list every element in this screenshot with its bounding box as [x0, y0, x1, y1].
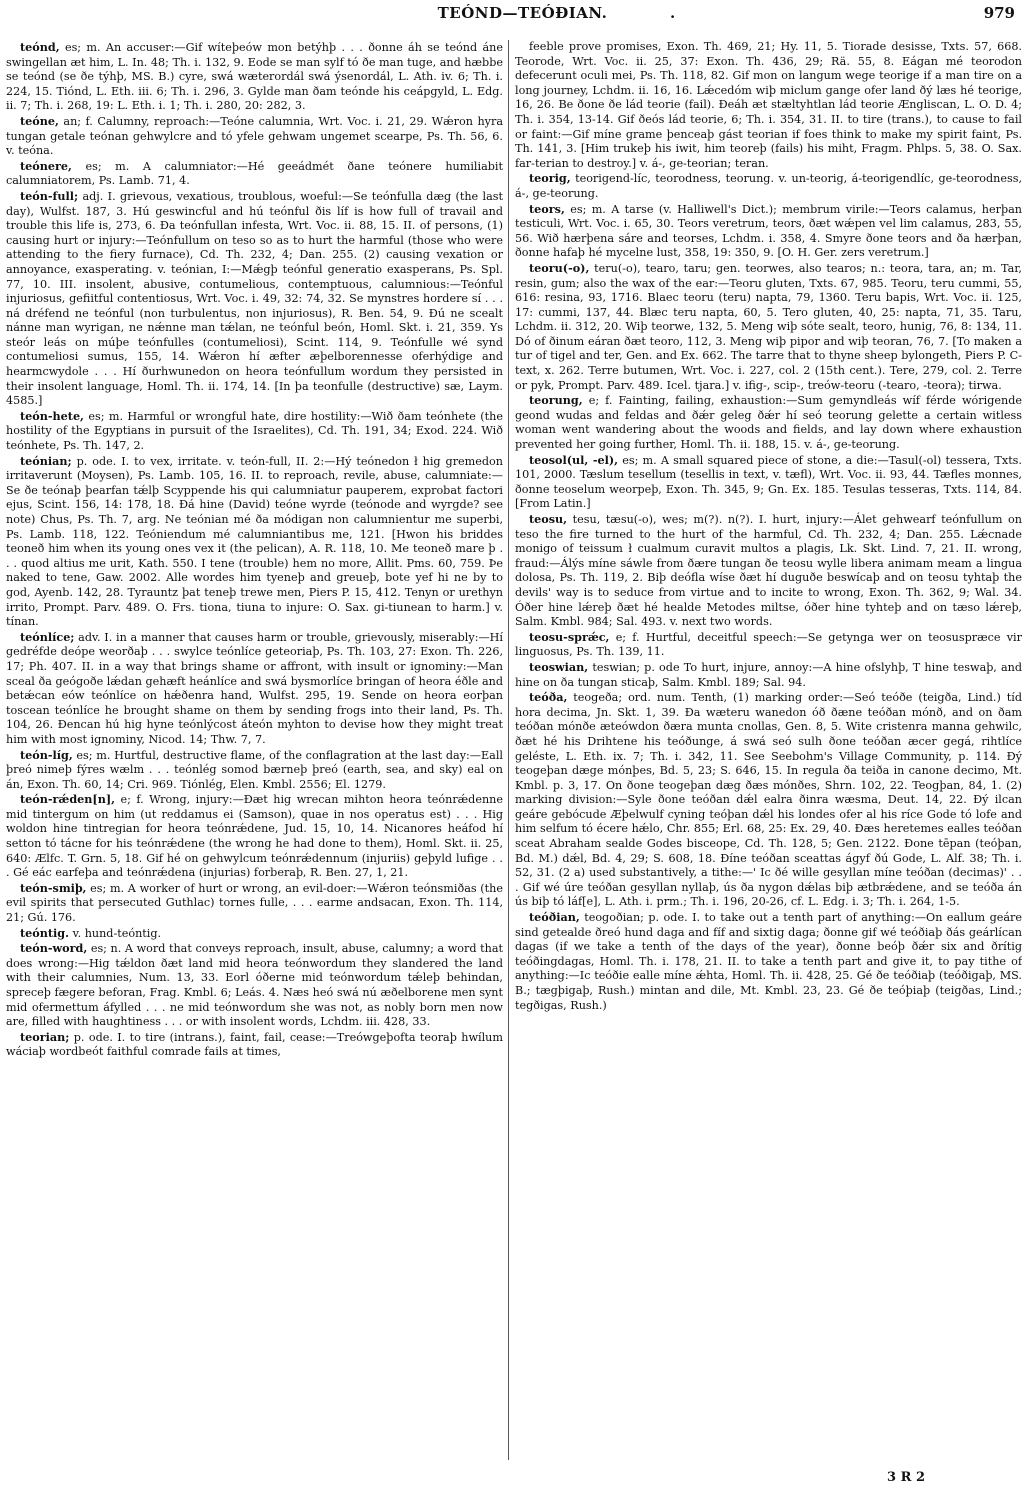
dictionary-entry — [6, 1030, 503, 1060]
entry-text: v. hund-teóntig. — [69, 926, 162, 940]
dictionary-entry — [515, 630, 1022, 660]
dictionary-entry — [515, 512, 1022, 630]
entry-text: e; f. Wrong, injury:—Ðæt hig wrecan mihton heora teónrǽdenne mid tintergum on him (ut reddamus ei (Samson), quae in nos operatus est) . . . Hig woldon hine tintregian for heora teónrǽdene, Jud. 15, 10, 14. Nicanores heáfod hí setton tó tácne for his teónrǽdene (the wrong he had done to them), Homl. Skt. ii. 25, 640: Ælfc. T. Grn. 5, 18. Gif hé on gehwylcum teónrǽdennum (injuriis) geþyld lufige . . . Gé eác earfeþa and teónrǽdena (injurias) forberaþ, R. Ben. 27, 1, 21. — [6, 793, 503, 880]
entry-text: es; m. A tarse (v. Halliwell's Dict.); membrum virile:—Teors calamus, herþan testiculi, Wrt. Voc. i. 65, 30. Teors veretrum, teors, ðæt wǽpen vel lim calamus, 283, 55, 56. Wið hærþena sáre and teorses, Lchdm. i. 358, 4. Smyre ðone teors and ða hærþan, ðonne hafaþ hé mycelne lust, 358, 19: 350, 9. [O. H. Ger. zers veretrum.] — [515, 202, 1022, 260]
entry-headword: teón-rǽden[n], — [20, 792, 116, 807]
entry-text: tesu, tæsu(-o), wes; m(?). n(?). I. hurt, injury:—Álet gehwearf teónfullum on teso the fire turned to the hurt of the harmful, Cd. Th. 232, 4; Dan. 255. Lǽcnade monigo of teissum ł cualmum curavit multos a plagis, Lk. Skt. Lind. 7, 21. II. wrong, fraud:—Álýs míne sáwle from ðære tungan ðe teosu wylle libera animam meam a lingua dolosa, Ps. Th. 119, 2. Biþ deófla wíse ðæt hí duguðe beswícaþ and on teosu tyhtaþ the devils' way is to seduce from virtue and to incite to wrong, Exon. Th. 362, 9; Wal. 34. Óðer hine lǽreþ ðæt hé healde Metodes miltse, óðer hine tyhteþ and on tæso lǽreþ, Salm. Kmbl. 984; Sal. 493. v. next two words. — [515, 513, 1022, 629]
column-divider — [508, 40, 509, 1460]
dictionary-entry — [515, 393, 1022, 452]
dictionary-entry — [515, 453, 1022, 512]
entry-headword: teorian; — [20, 1029, 70, 1044]
dictionary-entry — [515, 261, 1022, 393]
entry-text: adj. I. grievous, vexatious, troublous, woeful:—Se teónfulla dæg (the last day), Wulfst. 187, 3. Hú geswincful and hú teónful ðis líf is how full of travail and trouble this life is, 273, 6. Ða teónfullan infesta, Wrt. Voc. ii. 88, 15. II. of persons, (1) causing hurt or injury:—Teónfullum on teso so as to hurt the harmful (those who were attending to the fiery furnace), Cd. Th. 232, 4; Dan. 255. (2) causing vexation or annoyance, exasperating. v. teónian, I:—Mǽgþ teónful generatio exasperans, Ps. Spl. 77, 10. III. insolent, abusive, contumelious, contemptuous, calumnious:—Teónful injuriosus, gefiitful contentiosus, Wrt. Voc. i. 49, 32: 74, 32. Se mynstres hordere sí . . . ná dréfend ne teónful (non turbulentus, non injuriosus), R. Ben. 54, 9. Ðú ne scealt nánne man wyrigan, ne nǽnne man tǽlan, ne teónful beón, Homl. Skt. i. 21, 359. Ys steór leás on múþe teónfulles (contumeliosi), Scint. 114, 9. Teónfulle wé synd contumeliosi sumus, 155, 14. Wǽron hí æfter æþelborennesse oferhýdige and hearmcwydole . . . Hí ðurhwunedon on heora teónfullum wordum they persisted in their insolent language, Homl. Th. ii. 174, 14. [In þa teonfulle (destructive) sæ, Laym. 4585.] — [6, 189, 503, 408]
left-column — [6, 40, 503, 1460]
entry-text: teru(-o), tearo, taru; gen. teorwes, also tearos; n.: teora, tara, an; m. Tar, resin, gum; also the wax of the ear:—Teoru gluten, Txts. 67, 985. Teoru, teru cummi, 55, 616: resina, 93, 1716. Blaec teoru (teru) napta, 79, 1360. Teru bapis, Wrt. Voc. ii. 125, 17: cummi, 137, 44. Blæc teru napta, 60, 5. Tero gluten, 40, 25: napta, 71, 35. Taru, Lchdm. ii. 312, 20. Wiþ teorwe, 132, 5. Meng wiþ sóte sealt, teoro, hunig, 76, 8: 134, 11. Dó of ðinum eáran ðæt teoro, 112, 3. Meng wiþ pipor and wiþ teoran, 76, 7. [To maken a tur of tigel and ter, Gen. and Ex. 662. The tarre that to thyne sheep bylongeth, Piers P. C-text, x. 262. Terre butumen, Wrt. Voc. i. 227, col. 2 (15th cent.). Tere, 279, col. 2. Terre or pyk, Prompt. Parv. 489. Icel. tjara.] v. ifig-, scip-, treów-teoru (-tearo, -teora); tirwa. — [515, 261, 1022, 392]
dictionary-entry — [6, 926, 503, 942]
entry-text: teogeða; ord. num. Tenth, (1) marking order:—Seó teóðe (teigða, Lind.) tíd hora decima, Jn. Skt. 1, 39. Ða wæteru wanedon óð ðæne teóðan mónð, and on ðam teóðan mónðe æteówdon ðæra munta cnollas, Gen. 8, 5. Wite cristenra manna gehwilc, ðæt hé his Drihtene his teóðunge, á swá seó sulh ðone teóðan æcer gegá, rihtlíce geléste, L. Eth. ix. 7; Th. i. 342, 11. See Seebohm's Village Community, p. 114. Ðý teogeþan dæge mónþes, Bd. 5, 23; S. 646, 15. In regula ða teiða in canone decimo, Mt. Kmbl. p. 3, 17. On ðone teogeþan dæg ðæs mónðes, Shrn. 102, 22. Teogþan, 84, 1. (2) marking division:—Syle ðone teóðan dǽl ealra ðinra wæsma, Deut. 14, 22. Ðý ilcan geáre gebócude Æþelwulf cyning teóþan dǽl his londes ofer al his ríce Gode tó lofe and him selfum tó écere hǽlo, Chr. 855; Erl. 68, 25: Ex. 29, 40. Ðæs heretemes ealles teóðan sceat Abraham sealde Godes bisceope, Cd. Th. 128, 5; Gen. 2122. Ðone tēpan (teóþan, Bd. M.) dǽl, Bd. 4, 29; S. 608, 18. Ðíne teóðan sceattas ágyf ðú Gode, L. Alf. 38; Th. i. 52, 31. (2 a) used substantively, a tithe:—' Ic ðé wille gesyllan míne teóðan (decimas)' . . . Gif wé úre teóðan gesyllan nyllaþ, ús ða nygon dǽlas biþ ætbrǽdene, and se teóða án ús biþ tó láf[e], L. Ath. i. prm.; Th. i. 196, 20-26, cf. L. Edg. i. 3; Th. i. 264, 1-5. — [515, 691, 1022, 909]
entry-text: teorigend-líc, teorodness, teorung. v. un-teorig, á-teorigendlíc, ge-teorodness, á-, ge-teorung. — [515, 172, 1022, 200]
dictionary-entry — [6, 159, 503, 189]
entry-headword: teóntig. — [20, 925, 70, 940]
entry-headword: teoswian, — [529, 659, 589, 674]
entry-text: adv. I. in a manner that causes harm or trouble, grievously, miserably:—Hí gedréfde deópe weorðaþ . . . swylce teónlíce geteoriaþ, Ps. Th. 103, 27: Exon. Th. 226, 17; Ph. 407. II. in a way that brings shame or affront, with insult or ignominy:—Man sceal ða geógoðe lǽdan gehæft heánlíce and swá bysmorlíce bringan of heora éðle and betǽcan eów teónlíce on hǽðenra hand, Wulfst. 295, 19. Sende on heora eorþan toscean teónlíce he brought shame on them by sending frogs into their land, Ps. Th. 104, 26. Ðencan hú hig hyne teónlýcost áteón myhton to devise how they might treat him with most ignominy, Nicod. 14; Thw. 7, 7. — [6, 630, 503, 746]
dictionary-entry — [515, 171, 1022, 201]
dictionary-entry — [515, 910, 1022, 1013]
dictionary-entry — [6, 114, 503, 159]
entry-text: es; n. A word that conveys reproach, insult, abuse, calumny; a word that does wrong:—Hig tǽldon ðæt land mid heora teónwordum they slandered the land with their calumnies, Num. 13, 33. Eorl óðerne mid teónwordum tǽleþ behindan, spreceþ fægere beforan, Frag. Kmbl. 6; Leás. 4. Næs heó swá nú æðelborene men synt mid ofermettum áfylled . . . ne mid teónwordum she was not, as nobly born men now are, filled with haughtiness . . . or with insolent words, Lchdm. iii. 428, 33. — [6, 942, 503, 1029]
dictionary-entry — [6, 748, 503, 793]
entry-headword: teóne, — [20, 113, 59, 128]
header-dot: . — [670, 4, 676, 22]
entry-headword: teón-smiþ, — [20, 880, 87, 895]
dictionary-entry — [515, 690, 1022, 910]
entry-text: p. ode. I. to tire (intrans.), faint, fail, cease:—Treówgeþofta teoraþ hwílum wáciaþ wordbeót faithful comrade fails at times, — [6, 1030, 503, 1059]
entry-headword: teón-líg, — [20, 747, 73, 762]
entry-text: teogoðian; p. ode. I. to take out a tenth part of anything:—On eallum geáre sind getealde ðreó hund daga and fíf and sixtig daga; ðonne gif wé teóðiaþ ðás geárlícan dagas (if we take a tenth of the days of the year), ðonne beóþ ðǽr six and ðrítig teóðingdagas, Homl. Th. i. 178, 21. II. to take a tenth part and give it, to pay tithe of anything:—Ic teóðie ealle míne ǽhta, Homl. Th. ii. 428, 25. Gé ðe teóðiaþ (teóðigaþ, MS. B.; tægþigaþ, Rush.) mintan and dile, Mt. Kmbl. 23, 23. Gé ðe teóþiaþ (teigðas, Lind.; tegðigas, Rush.) — [515, 911, 1022, 1012]
entry-headword: teorung, — [529, 393, 583, 408]
dictionary-entry — [6, 40, 503, 114]
entry-headword: teosu, — [529, 512, 568, 526]
entry-text: p. ode. I. to vex, irritate. v. teón-full, II. 2:—Hý teónedon ł hig gremedon irritaverunt (Moysen), Ps. Lamb. 105, 16. II. to reproach, revile, abuse, calumniate:—Se ðe teónaþ þearfan tǽlþ Scyppende his qui calumniatur pauperem, exprobat factori ejus, Scint. 156, 14: 178, 18. Ðá hine (David) teóne wyrde (teónode and wyrgde? see note) Chus, Ps. Th. 7, arg. Ne teónian mé ða módigan non calumnientur me superbi, Ps. Lamb. 118, 122. Teóniendum mé calumniantibus me, 121. [Hwon his briddes teoneð him when its young ones vex it (the pelican), A. R. 118, 10. Me teoneð mare þ . . . quod altius me urit, Kath. 550. I tene (trouble) hem no more, Allit. Pms. 60, 759. Þe naked to tene, Gaw. 2002. Alle wordes him tyeneþ and greueþ, bote yef hi ne by to god, Ayenb. 142, 28. Tyrauntz þat teneþ trewe men, Piers P. 15, 412. Tenyn or urethyn irrito, Prompt. Parv. 489. O. Frs. tiona, tiuna to injure: O. Sax. gi-tiunean to harm.] v. tínan. — [6, 454, 503, 629]
entry-headword: teónd, — [20, 40, 60, 54]
dictionary-entry — [6, 409, 503, 454]
entry-text: feeble prove promises, Exon. Th. 469, 21; Hy. 11, 5. Tiorade desisse, Txts. 57, 668. Teorode, Wrt. Voc. ii. 25, 37: Exon. Th. 436, 29; Rä. 55, 8. Eágan mé teorodon defecerunt oculi mei, Ps. Th. 118, 82. Gif mon on langum wege teorige if a man tire on a long journey, Lchdm. ii. 16, 16. Lǽcedóm wiþ miclum gange ofer land ðý læs hé teorige, 16, 26. Be ðone ðe lád teorie (fail). Ðeáh æt stæltyhtlan lád teorie Ængliscan, L. O. D. 4; Th. i. 354, 13-14. Gif ðeós lád teorie, 6; Th. i. 354, 31. II. to tire (trans.), to cause to fail or faint:—Gif míne grame þenceaþ gást teorian if foes think to make my spirit faint, Ps. Th. 141, 3. [Him trukeþ his iwit, him teoreþ (fails) his miht, Fragm. Phlps. 5, 38. O. Sax. far-terian to destroy.] v. á-, ge-teorian; teran. — [515, 40, 1022, 170]
right-column — [515, 40, 1022, 1460]
entry-headword: teóða, — [529, 690, 568, 705]
entry-text: es; m. A calumniator:—Hé geeádmét ðane teónere humiliabit calumniatorem, Ps. Lamb. 71, 4. — [6, 159, 503, 188]
entry-headword: teóðian, — [529, 910, 580, 925]
entry-text: teswian; p. ode To hurt, injure, annoy:—A hine ofslyhþ, T hine teswaþ, and hine on ða tungan sticaþ, Salm. Kmbl. 189; Sal. 94. — [515, 660, 1022, 689]
entry-text: es; m. An accuser:—Gif wíteþeów mon betýhþ . . . ðonne áh se teónd áne swingellan æt him, L. In. 48; Th. i. 132, 9. Eode se man sylf tó ðe man tuge, and hæbbe se teónd (se ðe týhþ, MS. B.) cyre, swá wæterordál swá ýsenordál, L. Ath. iv. 6; Th. i. 224, 15. Tiónd, L. Eth. iii. 6; Th. i. 296, 3. Gylde man ðam teónde his ceápgyld, L. Edg. ii. 7; Th. i. 268, 19: L. Eth. i. 1; Th. i. 280, 20: 282, 3. — [6, 41, 503, 113]
page-header — [30, 4, 1015, 30]
running-title: TEÓND—TEÓÐIAN. — [437, 4, 608, 22]
dictionary-entry — [6, 630, 503, 748]
entry-headword: teors, — [529, 201, 565, 216]
dictionary-entry — [6, 792, 503, 881]
signature-mark: 3 R 2 — [887, 1470, 925, 1485]
entry-text: an; f. Calumny, reproach:—Teóne calumnia, Wrt. Voc. i. 21, 29. Wǽron hyra tungan getale teónan gehwylcre and tó yfele gehwam ungemet scearpe, Ps. Th. 56, 6. v. teóna. — [6, 114, 503, 158]
entry-headword: teón-hete, — [20, 408, 84, 423]
entry-headword: teoru(-o), — [529, 260, 590, 275]
entry-headword: teosu-sprǽc, — [529, 629, 610, 644]
entry-headword: teónlíce; — [20, 629, 75, 644]
dictionary-entry — [6, 881, 503, 926]
entry-text: es; m. A small squared piece of stone, a die:—Tasul(-ol) tessera, Txts. 101, 2000. Tæslum tesellum (tesellis in text, v. tæfl), Wrt. Voc. ii. 93, 44. Tæfles monnes, ðonne teoselum weorpeþ, Exon. Th. 345, 9; Gn. Ex. 185. Tesulas tesseras, Txts. 114, 84. [From Latin.] — [515, 453, 1022, 511]
entry-headword: teorig, — [529, 171, 571, 186]
dictionary-entry — [515, 40, 1022, 171]
entry-text: e; f. Fainting, failing, exhaustion:—Sum gemyndleás wíf férde wórigende geond wudas and feldas and ðǽr geleg ðǽr hí seó teorung gelette a certain witless woman went wandering about the woods and fields, and lay down where exhaustion prevented her going further, Homl. Th. ii. 188, 15. v. á-, ge-teorung. — [515, 394, 1022, 452]
entry-headword: teón-full; — [20, 188, 79, 203]
entry-text: es; m. Harmful or wrongful hate, dire hostility:—Wið ðam teónhete (the hostility of the Egyptians in pursuit of the Israelites), Cd. Th. 191, 34; Exod. 224. Wið teónhete, Ps. Th. 147, 2. — [6, 409, 503, 453]
dictionary-entry — [6, 454, 503, 630]
dictionary-entry — [6, 941, 503, 1030]
entry-text: es; m. A worker of hurt or wrong, an evil-doer:—Wǽron teónsmiðas (the evil spirits that persecuted Guthlac) tornes fulle, . . . earme andsacan, Exon. Th. 114, 21; Gú. 176. — [6, 881, 503, 925]
entry-text: e; f. Hurtful, deceitful speech:—Se getynga wer on teosuspræce vir linguosus, Ps. Th. 139, 11. — [515, 630, 1022, 659]
entry-headword: teón-word, — [20, 941, 88, 956]
dictionary-entry — [515, 202, 1022, 261]
entry-text: es; m. Hurtful, destructive flame, of the conflagration at the last day:—Eall þreó nimeþ fýres wælm . . . teónlég somod bærneþ þreó (earth, sea, and sky) eal on án, Exon. Th. 60, 14; Cri. 969. Tiónlég, Elen. Kmbl. 2556; El. 1279. — [6, 748, 503, 791]
dictionary-entry — [515, 660, 1022, 690]
dictionary-entry — [6, 189, 503, 409]
entry-headword: teosol(ul, -el), — [529, 452, 619, 467]
entry-headword: teónian; — [20, 453, 72, 468]
entry-headword: teónere, — [20, 158, 72, 173]
page-number: 979 — [983, 4, 1015, 22]
